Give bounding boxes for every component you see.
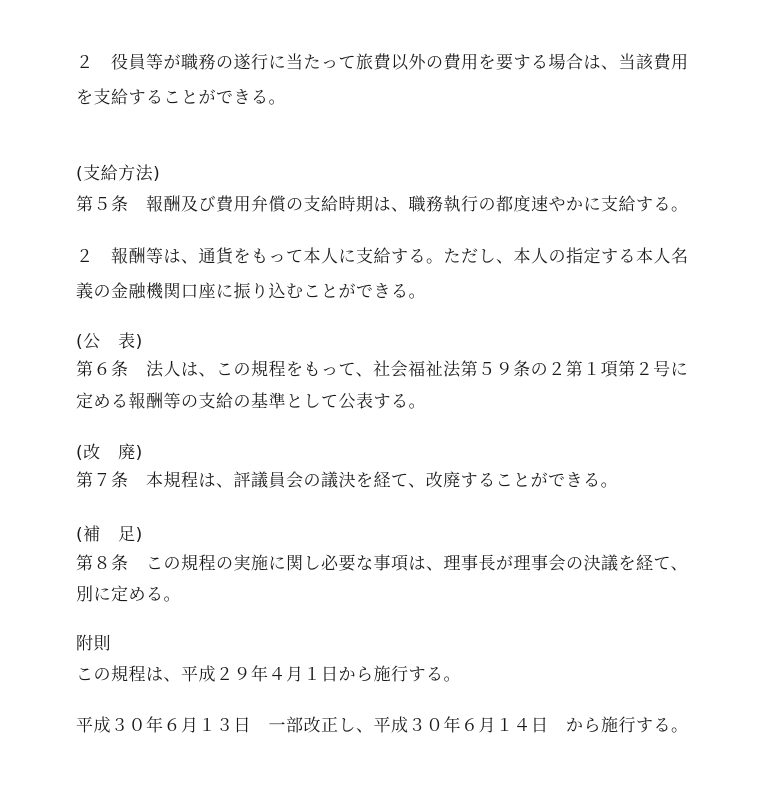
article-6-line-1: 第６条 法人は、この規程をもって、社会福祉法第５９条の２第１項第２号に xyxy=(76,360,689,380)
article-6-line-2: 定める報酬等の支給の基準として公表する。 xyxy=(76,392,426,412)
article-7-line-1: 第７条 本規程は、評議員会の議決を経て、改廃することができる。 xyxy=(76,471,619,491)
paragraph-2-line-2: を支給することができる。 xyxy=(76,88,286,108)
article-8-line-2: 別に定める。 xyxy=(76,585,181,605)
supplementary-provisions-heading: 附則 xyxy=(76,634,111,654)
article-5-paragraph-2-line-2: 義の金融機関口座に振り込むことができる。 xyxy=(76,282,426,302)
article-7-heading: (改 廃) xyxy=(76,443,143,463)
article-5-paragraph-2-line-1: ２ 報酬等は、通貨をもって本人に支給する。ただし、本人の指定する本人名 xyxy=(76,247,689,267)
article-8-heading: (補 足) xyxy=(76,525,143,545)
article-8-line-1: 第８条 この規程の実施に関し必要な事項は、理事長が理事会の決議を経て、 xyxy=(76,554,689,574)
paragraph-2-line-1: ２ 役員等が職務の遂行に当たって旅費以外の費用を要する場合は、当該費用 xyxy=(76,53,689,73)
article-6-heading: (公 表) xyxy=(76,332,143,352)
article-5-heading: (支給方法) xyxy=(76,164,161,184)
supplementary-provisions-line-1: この規程は、平成２９年４月１日から施行する。 xyxy=(76,665,461,685)
amendment-line: 平成３０年６月１３日 一部改正し、平成３０年６月１４日 から施行する。 xyxy=(76,716,689,736)
article-5-line-1: 第５条 報酬及び費用弁償の支給時期は、職務執行の都度速やかに支給する。 xyxy=(76,195,689,215)
